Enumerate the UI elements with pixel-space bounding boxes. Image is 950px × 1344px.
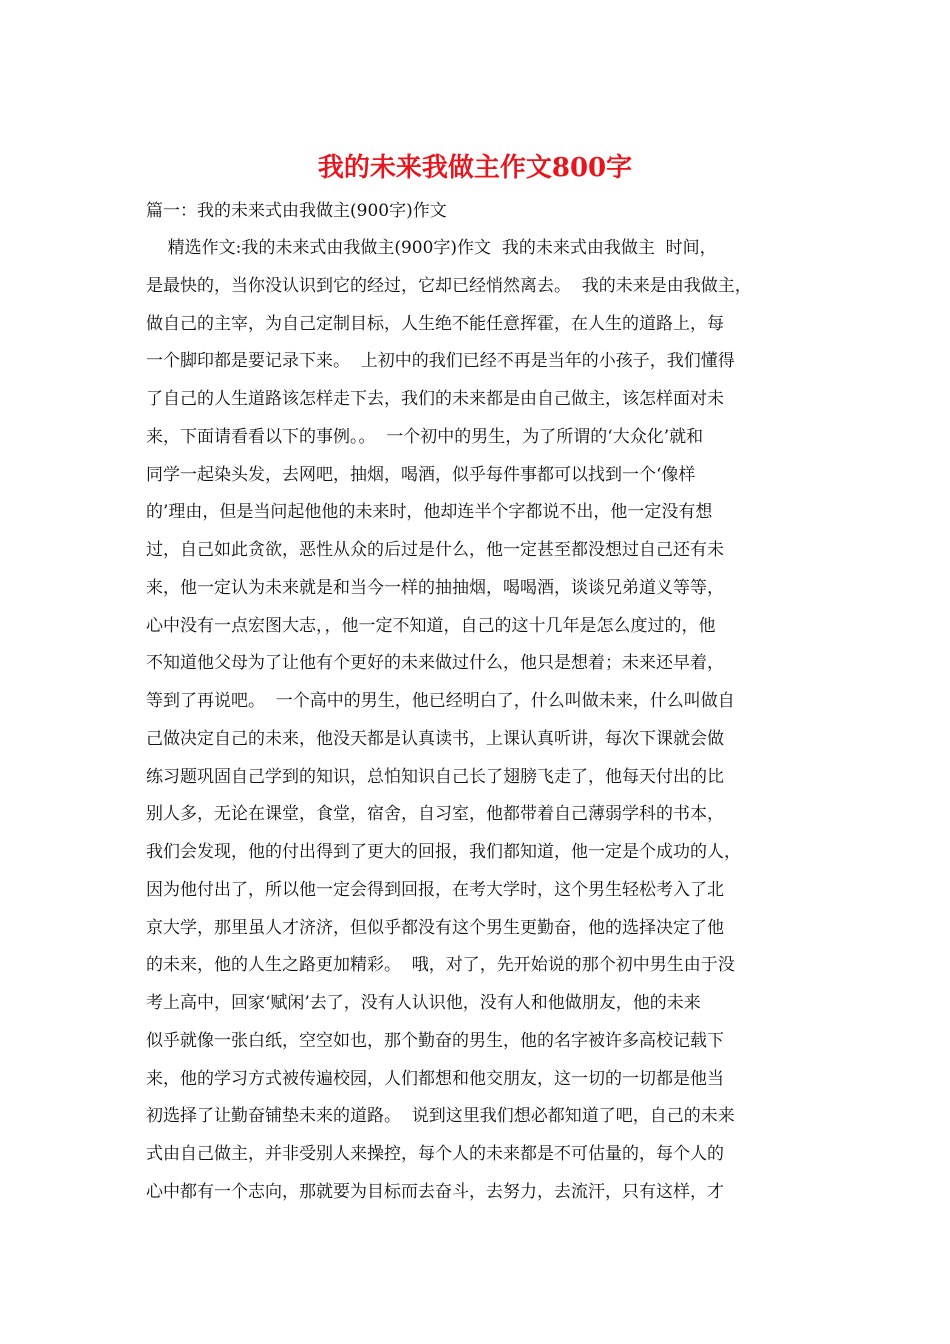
text-line: 我们会发现，他的付出得到了更大的回报，我们都知道，他一定是个成功的人， [146, 842, 741, 862]
text-line: 过，自己如此贪欲，恶性从众的后过是什么，他一定甚至都没想过自己还有未 [146, 540, 724, 560]
document-title: 我的未来我做主作文800字 [317, 153, 633, 183]
text-line: 心中没有一点宏图大志，，他一定不知道，自己的这十几年是怎么度过的，他 [146, 615, 716, 636]
text-line: 心中都有一个志向，那就要为目标而去奋斗，去努力，去流汗，只有这样，才 [146, 1181, 724, 1202]
text-line: 来，他的学习方式被传遍校园，人们都想和他交朋友，这一切的一切都是他当 [146, 1068, 724, 1089]
text-line: 做自己的主宰，为自己定制目标，人生绝不能任意挥霍，在人生的道路上，每 [146, 313, 724, 334]
text-line: 的未来，他的人生之路更加精彩。 哦，对了，先开始说的那个初中男生由于没 [146, 955, 735, 976]
text-line: 练习题巩固自己学到的知识，总怕知识自己长了翅膀飞走了，他每天付出的比 [146, 766, 724, 787]
text-line: 是最快的，当你没认识到它的经过，它却已经悄然离去。 我的未来是由我做主， [146, 275, 752, 296]
text-line: 似乎就像一张白纸，空空如也，那个勤奋的男生，他的名字被许多高校记载下 [146, 1030, 724, 1051]
text-line: 己做决定自己的未来，他没天都是认真读书，上课认真听讲，每次下课就会做 [146, 728, 724, 749]
text-line: 一个脚印都是要记录下来。 上初中的我们已经不再是当年的小孩子，我们懂得 [146, 351, 735, 372]
text-line: 不知道他父母为了让他有个更好的未来做过什么，他只是想着；未来还早着， [146, 653, 724, 674]
text-line: 初选择了让勤奋铺垫未来的道路。 说到这里我们想必都知道了吧，自己的未来 [146, 1106, 735, 1127]
text-line: 精选作文:我的未来式由我做主(900字)作文 我的未来式由我做主 时间， [146, 238, 717, 258]
text-line: 式由自己做主，并非受别人来操控，每个人的未来都是不可估量的，每个人的 [146, 1144, 724, 1164]
text-line: 考上高中，回家‘赋闲’去了，没有人认识他，没有人和他做朋友，他的未来 [146, 993, 701, 1013]
section-heading: 篇一：我的未来式由我做主(900字)作文 [146, 201, 447, 221]
text-line: 京大学，那里虽人才济济，但似乎都没有这个男生更勤奋，他的选择决定了他 [146, 917, 724, 938]
text-line: 同学一起染头发，去网吧，抽烟，喝酒，似乎每件事都可以找到一个‘像样 [146, 464, 696, 485]
text-line: 因为他付出了，所以他一定会得到回报，在考大学时，这个男生轻松考入了北 [146, 879, 724, 900]
text-line: 的’理由，但是当问起他他的未来时，他却连半个字都说不出，他一定没有想 [146, 502, 713, 523]
text-line: 等到了再说吧。 一个高中的男生，他已经明白了，什么叫做未来，什么叫做自 [146, 691, 735, 711]
essay-body [146, 230, 826, 1212]
text-line: 别人多，无论在课堂，食堂，宿舍，自习室，他都带着自己薄弱学科的书本， [146, 804, 724, 825]
text-line: 来，他一定认为未来就是和当今一样的抽抽烟，喝喝酒，谈谈兄弟道义等等， [146, 577, 724, 598]
text-line: 了自己的人生道路该怎样走下去，我们的未来都是由自己做主，该怎样面对未 [146, 389, 724, 409]
text-line: 来，下面请看看以下的事例。。 一个初中的男生，为了所谓的‘大众化’就和 [146, 426, 704, 447]
